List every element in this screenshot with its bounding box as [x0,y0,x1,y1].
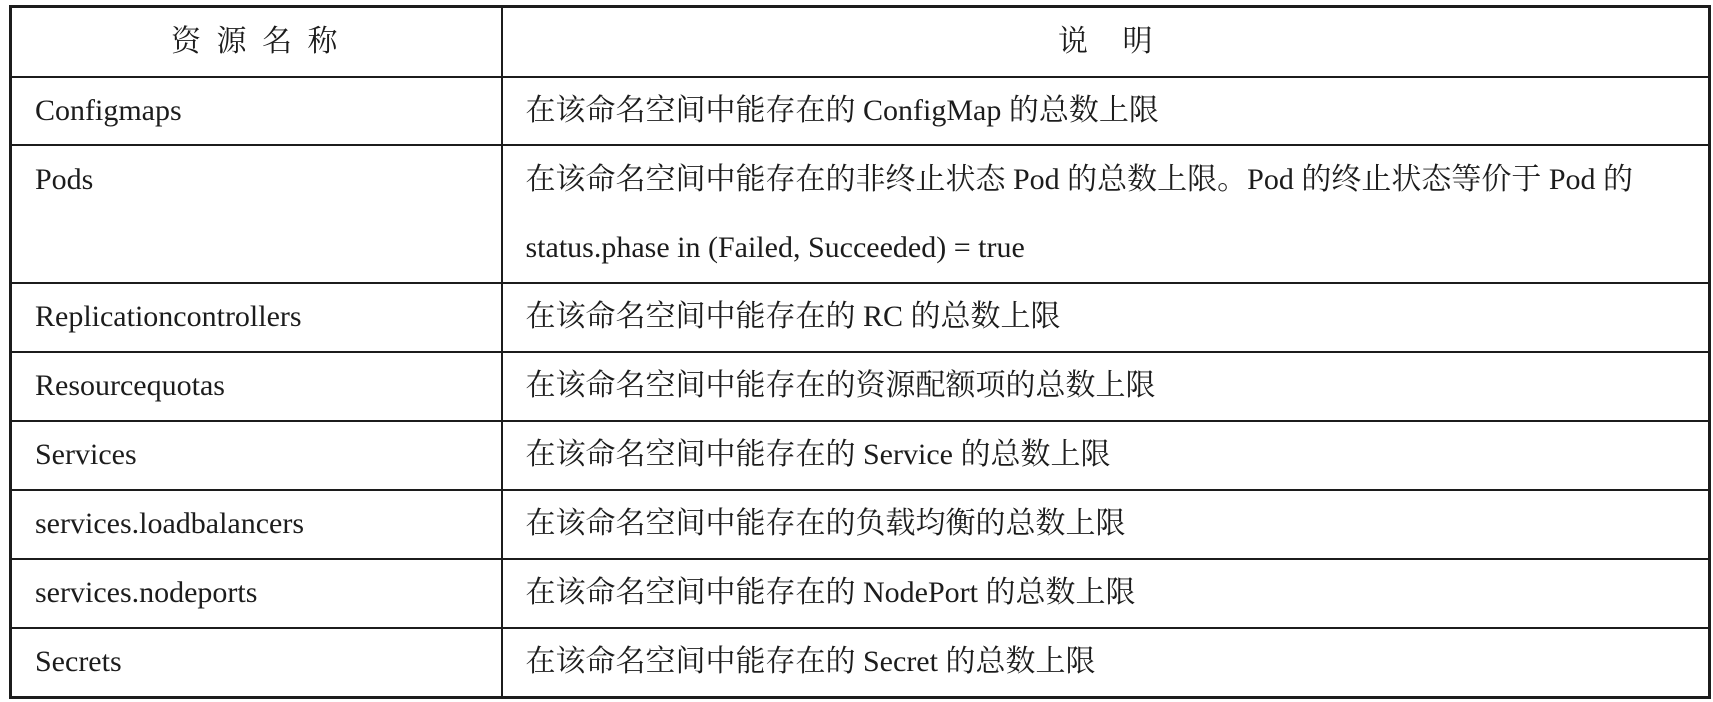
description-cell [502,77,1710,145]
resource-name-cell: Secrets [11,628,502,698]
table-row [11,421,1710,490]
description-line: status.phase in (Failed, Succeeded) = true [525,230,1025,264]
table-row [11,628,1710,698]
description-cell [502,145,1710,283]
description-cell [502,352,1710,421]
description-line: 在该命名空间中能存在的负载均衡的总数上限 [525,507,1126,540]
description-cell [502,559,1710,628]
description-line: 在该命名空间中能存在的 NodePort 的总数上限 [525,576,1136,609]
description-line: 在该命名空间中能存在的 ConfigMap 的总数上限 [525,93,1159,127]
table-row [11,145,1710,283]
resource-name-cell: services.loadbalancers [11,490,502,559]
resource-name-cell: services.nodeports [11,559,502,628]
description-line: 在该命名空间中能存在的资源配额项的总数上限 [525,369,1156,402]
description-line: 在该命名空间中能存在的非终止状态 Pod 的总数上限。Pod 的终止状态等价于 Pod 的 [525,162,1634,196]
table-row [11,77,1710,145]
resource-name-cell: Services [11,421,502,490]
description-line: 在该命名空间中能存在的 RC 的总数上限 [525,300,1061,333]
description-cell [502,490,1710,559]
header-row [11,7,1710,77]
resource-name-cell: Configmaps [11,77,502,145]
resource-name-cell: Replicationcontrollers [11,283,502,352]
header-resource-name: 资 源 名 称 [11,7,502,77]
table-row [11,490,1710,559]
description-line: 在该命名空间中能存在的 Secret 的总数上限 [525,645,1096,679]
resource-name-cell: Resourcequotas [11,352,502,421]
header-description: 说 明 [502,7,1710,77]
resource-name-cell: Pods [11,145,502,283]
table-row [11,352,1710,421]
table-row [11,559,1710,628]
description-cell [502,421,1710,490]
description-line: 在该命名空间中能存在的 Service 的总数上限 [525,438,1111,471]
resource-quota-table [9,5,1711,699]
description-cell [502,628,1710,698]
table-row [11,283,1710,352]
description-cell [502,283,1710,352]
